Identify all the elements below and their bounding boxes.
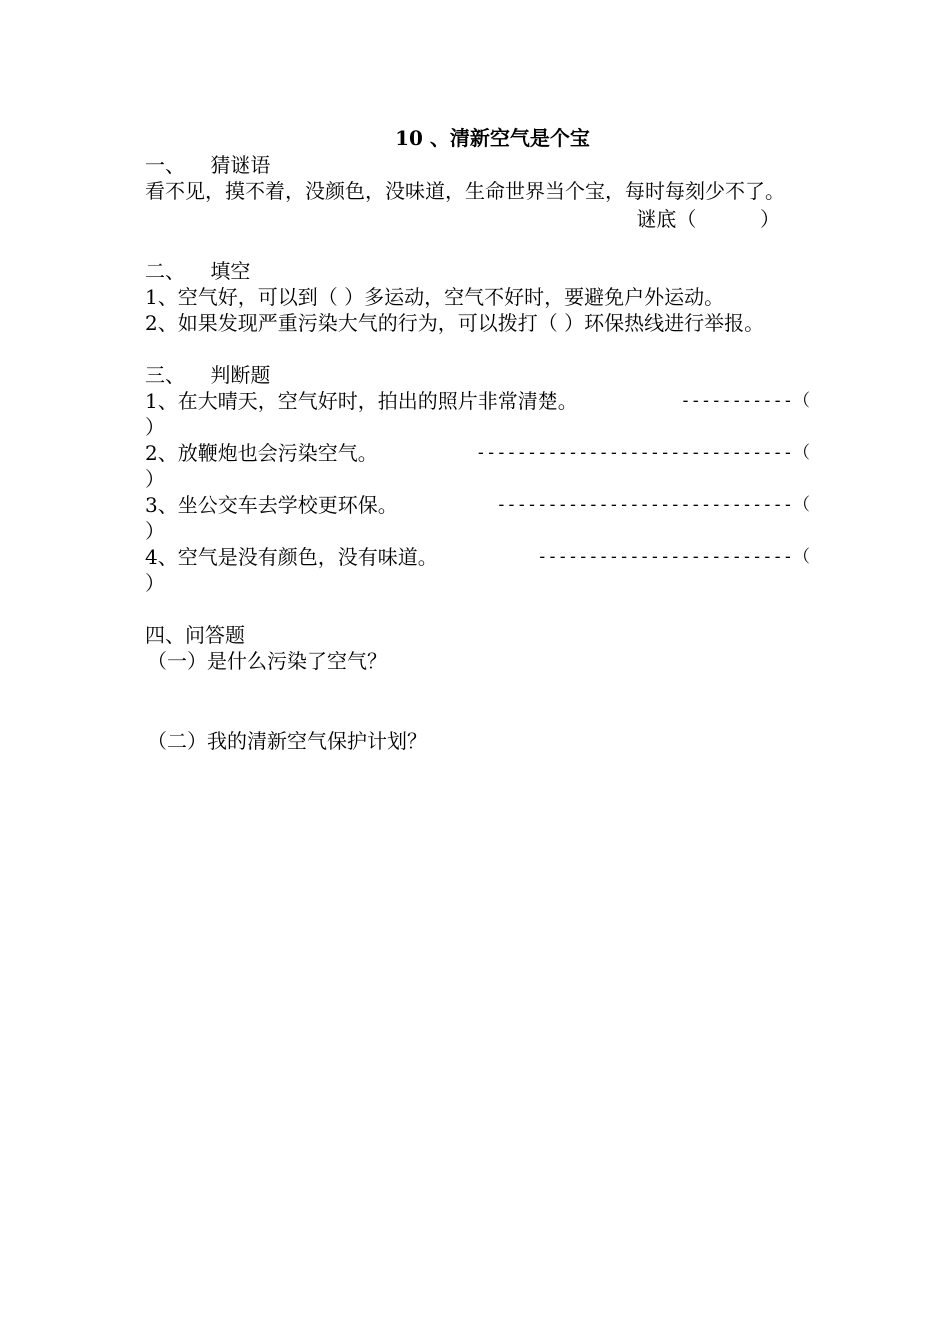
section-1-heading: 一、 猜谜语 — [145, 153, 271, 177]
fill-blank-item-1: 1、空气好，可以到（ ）多运动，空气不好时，要避免户外运动。 — [145, 285, 725, 309]
judge-item-dashes: -------------------------------（ — [475, 443, 810, 463]
riddle-answer: 谜底（ ） — [636, 207, 780, 231]
judge-item-close: ） — [145, 467, 165, 491]
section-3-heading: 三、 判断题 — [145, 363, 271, 387]
question-2: （二）我的清新空气保护计划？ — [147, 729, 427, 753]
section-4-heading: 四、问答题 — [145, 623, 245, 647]
judge-item-close: ） — [145, 519, 165, 543]
judge-item-text: 3、坐公交车去学校更环保。 — [145, 493, 398, 517]
judge-item-dashes: -----------------------------（ — [496, 495, 810, 515]
judge-item-dashes: -------------------------（ — [537, 547, 810, 567]
section-2-heading: 二、 填空 — [145, 259, 251, 283]
judge-item-2 — [145, 440, 810, 492]
judge-item-text: 2、放鞭炮也会污染空气。 — [145, 441, 378, 465]
judge-item-4 — [145, 544, 810, 596]
judge-item-text: 1、在大晴天，空气好时，拍出的照片非常清楚。 — [145, 389, 578, 413]
worksheet — [145, 124, 810, 754]
judge-item-1 — [145, 388, 810, 440]
question-1: （一）是什么污染了空气？ — [147, 649, 387, 673]
judge-item-text: 4、空气是没有颜色，没有味道。 — [145, 545, 438, 569]
riddle-text: 看不见，摸不着，没颜色，没味道，生命世界当个宝，每时每刻少不了。 — [145, 179, 785, 203]
fill-blank-item-2: 2、如果发现严重污染大气的行为，可以拨打（ ）环保热线进行举报。 — [145, 311, 765, 335]
judge-item-close: ） — [145, 415, 165, 439]
judge-item-dashes: -----------（ — [680, 391, 810, 411]
judge-item-3 — [145, 492, 810, 544]
judge-item-close: ） — [145, 571, 165, 595]
page-title: 10 、清新空气是个宝 — [395, 126, 590, 150]
